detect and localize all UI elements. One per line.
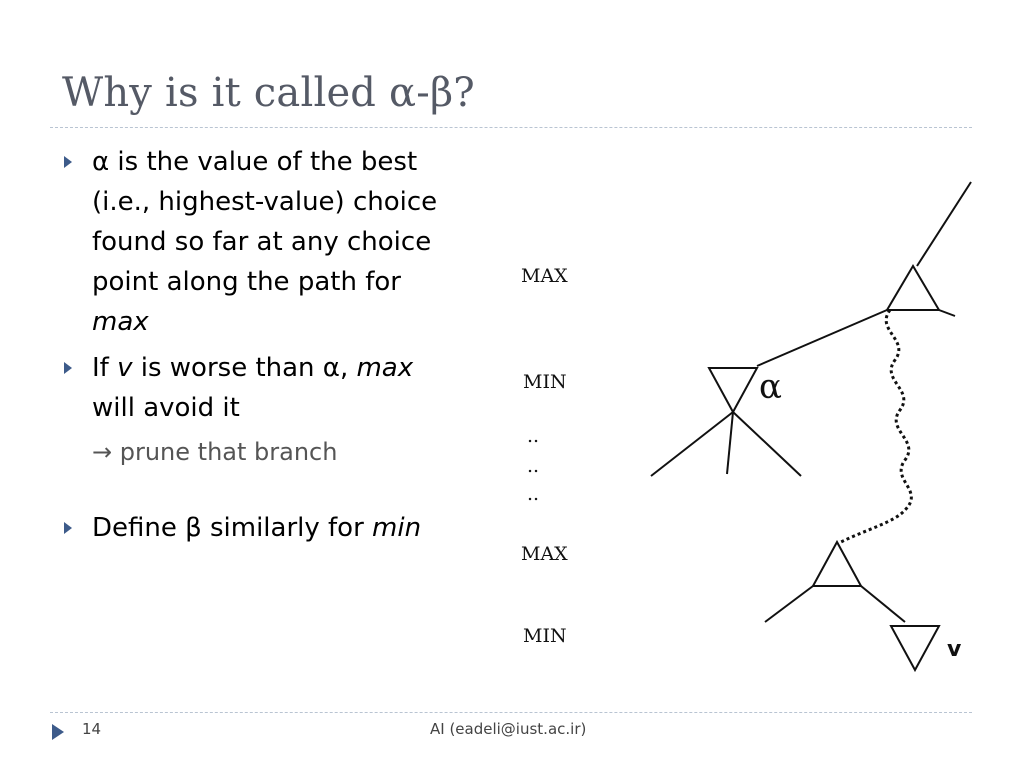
bullet-line: point along the path for [92,267,401,297]
tree-edge [939,310,955,316]
alpha-beta-tree-diagram [505,170,985,680]
v-label: v [947,637,962,662]
bullet-marker-icon [64,362,72,374]
max-node [813,542,861,586]
level-label-max: MAX [521,543,568,565]
emphasis-max: max [356,353,414,383]
wavy-path [841,310,911,542]
min-node [709,368,757,412]
tree-edge [861,586,905,622]
bullet-alpha-definition [62,142,502,342]
alpha-label: α [759,367,782,407]
bullet-list [62,142,502,554]
page-number: 14 [82,720,102,738]
bullet-line: will avoid it [92,393,240,423]
slide-title: Why is it called α-β? [62,70,475,116]
title-divider [50,127,972,128]
min-node [891,626,939,670]
tree-edge [733,412,801,476]
bullet-line [92,348,502,388]
tree-edge [917,182,971,266]
text-worse-than-alpha: is worse than α, [132,353,357,383]
emphasis-min: min [372,513,422,543]
text-if: If [92,353,118,383]
bullet-line [92,508,502,548]
max-node [887,266,939,310]
bullet-line: α is the value of the best [92,147,418,177]
tree-edge [765,586,813,622]
level-label-min: MIN [523,625,567,647]
emphasis-v: v [117,353,133,383]
bullet-marker-icon [64,156,72,168]
sub-bullet-text: prune that branch [112,438,338,466]
text-define-beta: Define β similarly for [92,513,373,543]
level-label-ellipsis: .. [527,455,540,477]
footer-arrow-icon [52,724,64,740]
tree-edge [727,412,733,474]
bullet-marker-icon [64,522,72,534]
bullet-line: (i.e., highest-value) choice [92,187,438,217]
bullet-define-beta [62,508,502,548]
right-arrow-icon: → [92,438,113,466]
bullet-line [92,302,502,342]
level-label-ellipsis: .. [527,425,540,447]
footer-text: AI (eadeli@iust.ac.ir) [430,720,587,738]
level-label-min: MIN [523,371,567,393]
level-label-max: MAX [521,265,568,287]
emphasis-max: max [92,307,149,337]
tree-edge [757,310,887,366]
sub-bullet-prune [62,434,502,470]
level-label-ellipsis: .. [527,483,540,505]
tree-edge [651,412,733,476]
bullet-if-v-worse [62,348,502,428]
footer-divider [50,712,972,713]
bullet-line: found so far at any choice [92,227,432,257]
